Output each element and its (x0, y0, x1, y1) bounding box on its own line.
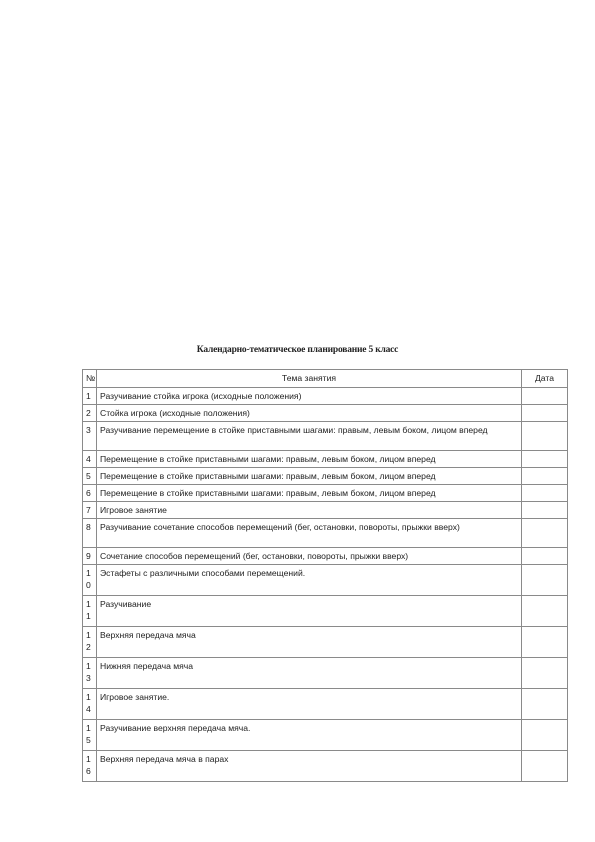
row-number: 6 (83, 485, 97, 502)
table-row (83, 451, 568, 468)
row-date (522, 502, 568, 519)
page-title: Календарно-тематическое планирование 5 класс (196, 345, 399, 355)
row-date (522, 658, 568, 689)
row-number: 10 (83, 565, 97, 596)
row-topic: Игровое занятие (97, 502, 522, 519)
header-topic: Тема занятия (97, 370, 522, 388)
row-date (522, 751, 568, 782)
table-row (83, 751, 568, 782)
table-row (83, 689, 568, 720)
row-number: 12 (83, 627, 97, 658)
row-date (522, 485, 568, 502)
row-number: 3 (83, 422, 97, 451)
row-topic: Разучивание стойка игрока (исходные положения) (97, 388, 522, 405)
row-date (522, 422, 568, 451)
row-number: 15 (83, 720, 97, 751)
row-number: 4 (83, 451, 97, 468)
table-row (83, 519, 568, 548)
row-topic: Разучивание (97, 596, 522, 627)
table-row (83, 596, 568, 627)
table-row (83, 720, 568, 751)
row-number: 1 (83, 388, 97, 405)
row-date (522, 388, 568, 405)
table-row (83, 468, 568, 485)
row-topic: Перемещение в стойке приставными шагами: правым, левым боком, лицом вперед (97, 485, 522, 502)
row-topic: Верхняя передача мяча (97, 627, 522, 658)
row-topic: Сочетание способов перемещений (бег, остановки, повороты, прыжки вверх) (97, 548, 522, 565)
header-number: № (83, 370, 97, 388)
row-topic: Игровое занятие. (97, 689, 522, 720)
lesson-plan-table (82, 369, 568, 782)
row-number: 16 (83, 751, 97, 782)
row-number: 5 (83, 468, 97, 485)
row-number: 8 (83, 519, 97, 548)
row-date (522, 627, 568, 658)
table-row (83, 422, 568, 451)
row-date (522, 596, 568, 627)
row-number: 2 (83, 405, 97, 422)
row-number: 11 (83, 596, 97, 627)
row-number: 13 (83, 658, 97, 689)
row-topic: Перемещение в стойке приставными шагами: правым, левым боком, лицом вперед (97, 468, 522, 485)
row-date (522, 548, 568, 565)
row-date (522, 565, 568, 596)
table-row (83, 548, 568, 565)
table-header-row (83, 370, 568, 388)
table-row (83, 627, 568, 658)
row-topic: Нижняя передача мяча (97, 658, 522, 689)
row-date (522, 451, 568, 468)
row-topic: Стойка игрока (исходные положения) (97, 405, 522, 422)
row-date (522, 689, 568, 720)
row-number: 7 (83, 502, 97, 519)
row-date (522, 720, 568, 751)
header-date: Дата (522, 370, 568, 388)
row-date (522, 468, 568, 485)
row-topic: Разучивание верхняя передача мяча. (97, 720, 522, 751)
row-date (522, 405, 568, 422)
row-topic: Верхняя передача мяча в парах (97, 751, 522, 782)
table-row (83, 502, 568, 519)
table-row (83, 388, 568, 405)
row-topic: Перемещение в стойке приставными шагами: правым, левым боком, лицом вперед (97, 451, 522, 468)
row-topic: Разучивание перемещение в стойке приставными шагами: правым, левым боком, лицом вперед (97, 422, 522, 451)
row-number: 9 (83, 548, 97, 565)
table-row (83, 565, 568, 596)
row-date (522, 519, 568, 548)
table-row (83, 658, 568, 689)
table-row (83, 485, 568, 502)
row-topic: Разучивание сочетание способов перемещений (бег, остановки, повороты, прыжки вверх) (97, 519, 522, 548)
row-number: 14 (83, 689, 97, 720)
row-topic: Эстафеты с различными способами перемещений. (97, 565, 522, 596)
table-row (83, 405, 568, 422)
